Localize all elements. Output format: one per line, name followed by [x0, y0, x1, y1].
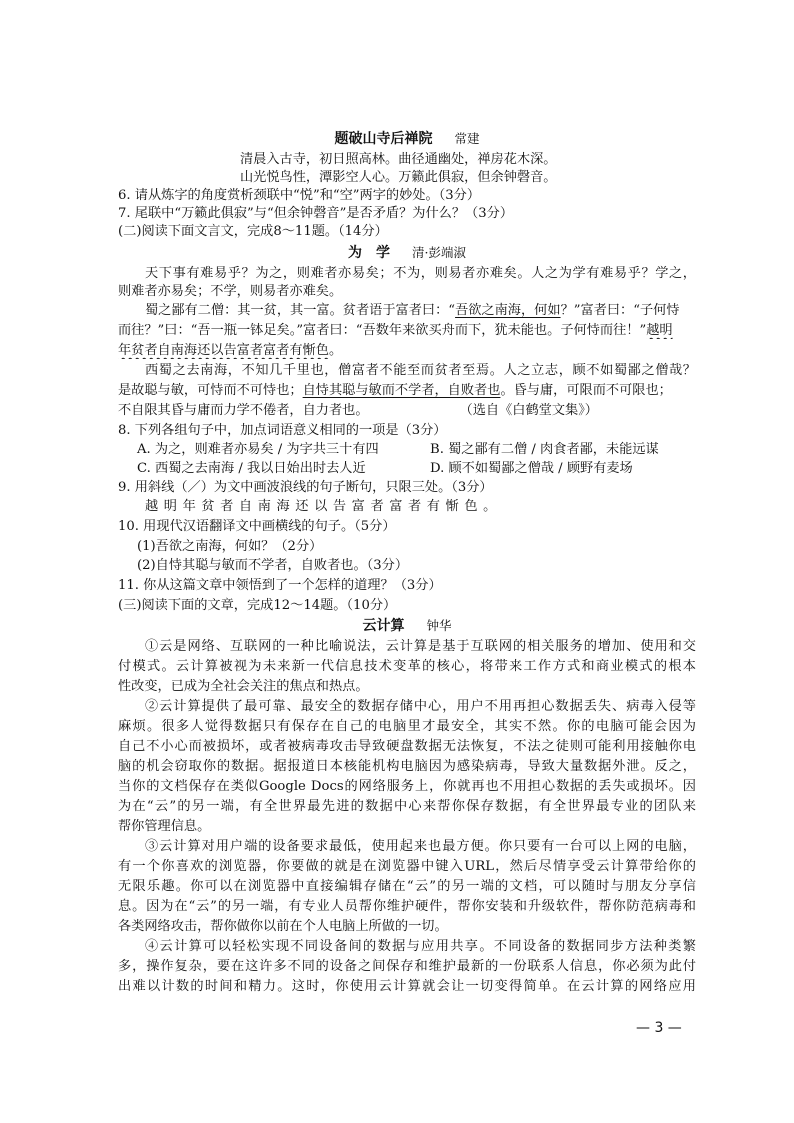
article-line: 多，操作复杂，要在这许多不同的设备之间保存和维护最新的一份联系人信息，你必须为此付	[118, 959, 696, 974]
article-line: 麻烦。很多人觉得数据只有保存在自己的电脑里才最安全，其实不然。你的电脑可能会因为	[118, 719, 696, 734]
wenyan-p3-line1: 西蜀之去南海，不知几千里也，僧富者不能至而贫者至焉。人之立志，顾不如蜀鄙之僧哉？	[145, 363, 696, 378]
poem-title: 题破山寺后禅院	[334, 131, 433, 147]
article-title-line	[118, 617, 696, 635]
wenyan-p1-line1: 天下事有难易乎？为之，则难者亦易矣；不为，则易者亦难矣。人之为学有难易乎？学之，	[145, 266, 696, 281]
poem-line-2: 山光悦鸟性，潭影空人心。万籁此俱寂，但余钟磬音。	[240, 170, 557, 185]
article-line: 无限乐趣。你可以在浏览器中直接编辑存储在“云”的另一端的文档，可以随时与朋友分享信	[118, 879, 696, 894]
wenyan-p2c-end: 。	[329, 343, 343, 358]
question-8-option-d: D. 顾不如蜀鄙之僧哉 / 顾野有麦场	[430, 461, 633, 476]
wenyan-p3-line2	[118, 382, 696, 399]
wenyan-p3b-start: 是故聪与敏，可恃而不可恃也；	[118, 383, 303, 398]
article-line: 各类网络攻击，帮你做你以前在个人电脑上所做的一切。	[118, 919, 448, 934]
article-line: 帮你管理信息。	[118, 819, 211, 834]
article-author: 钟华	[426, 618, 452, 633]
question-9-stem: 9. 用斜线（／）为文中画波浪线的句子断句，只限三处。（3分）	[118, 480, 493, 495]
article-line: ③云计算对用户端的设备要求最低，使用起来也最方便。你只要有一台可以上网的电脑，	[145, 839, 696, 854]
article-title: 云计算	[362, 618, 405, 634]
question-6: 6. 请从炼字的角度赏析颈联中“悦”和“空”两字的妙处。（3分）	[118, 188, 481, 203]
article-line: 性改变，已成为全社会关注的焦点和热点。	[118, 679, 369, 694]
question-8-option-b: B. 蜀之鄙有二僧 / 肉食者鄙，未能远谋	[430, 442, 659, 457]
wenyan-source: （选自《白鹤堂文集》）	[459, 403, 598, 418]
article-line: 有一个你喜欢的浏览器，你要做的就是在浏览器中键入URL，然后尽情享受云计算带给你的	[118, 859, 696, 874]
wenyan-p3-line3	[118, 402, 696, 419]
article-line: 自己不小心而被损坏，或者被病毒攻击导致硬盘数据无法恢复，不法之徒则可能利用接触你电	[118, 739, 696, 754]
question-8-option-c: C. 西蜀之去南海 / 我以日始出时去人近	[137, 461, 366, 476]
section-3-heading: (三)阅读下面的文章，完成12～14题。（10分）	[118, 598, 397, 613]
question-8-stem: 8. 下列各组句子中，加点词语意义相同的一项是（3分）	[118, 423, 447, 438]
wenyan-p2-line1	[145, 302, 696, 319]
article-line: 脑的机会窃取你的数据。据报道日本核能机构电脑因为感染病毒，导致大量数据外泄。反之，	[118, 759, 696, 774]
wenyan-title: 为 学	[348, 245, 390, 261]
poem-author: 常建	[454, 131, 480, 146]
wenyan-p2b-text: 而往？”曰：“吾一瓶一钵足矣。”富者曰：“吾数年来欲买舟而下，犹未能也。子何恃而往！”	[118, 323, 647, 338]
question-9-sentence: 越明年贫者自南海还以告富者富者有惭色。	[145, 499, 502, 514]
wenyan-p3b-end: 。昏与庸，可限而不可限也；	[500, 383, 672, 398]
wenyan-p1-line2: 则难者亦易矣；不学，则易者亦难矣。	[118, 284, 343, 299]
article-line: ①云是网络、互联网的一种比喻说法，云计算是基于互联网的相关服务的增加、使用和交	[145, 639, 696, 654]
wenyan-p2-line2	[118, 322, 696, 339]
article-line: 出难以计数的时间和精力。这时，你使用云计算就会让一切变得简单。在云计算的网络应用	[118, 979, 696, 994]
question-7: 7. 尾联中“万籁此俱寂”与“但余钟磬音”是否矛盾？为什么？（3分）	[118, 206, 514, 221]
underlined-sentence-1: 吾欲之南海，何如	[455, 303, 561, 318]
page-number: — 3 —	[636, 1020, 682, 1036]
article-line: 为在“云”的另一端，有全世界最先进的数据中心来帮你保存数据，有全世界最专业的团队来	[118, 799, 696, 814]
wavy-sentence-start: 越明	[646, 323, 673, 338]
question-11: 11. 你从这篇文章中领悟到了一个怎样的道理？（3分）	[118, 578, 442, 593]
article-line: ④云计算可以轻松实现不同设备间的数据与应用共享。不同设备的数据同步方法种类繁	[145, 939, 696, 954]
question-10-item-2: (2)自恃其聪与敏而不学者，自败者也。（3分）	[137, 558, 409, 573]
section-2-heading: (二)阅读下面文言文，完成8～11题。（14分）	[118, 224, 388, 239]
wenyan-author: 清·彭端淑	[412, 245, 466, 260]
poem-line-1: 清晨入古寺，初日照高林。曲径通幽处，禅房花木深。	[240, 152, 557, 167]
question-10-stem: 10. 用现代汉语翻译文中画横线的句子。（5分）	[118, 519, 396, 534]
article-line: 当你的文档保存在类似Google Docs的网络服务上，你就再也不用担心数据的丢失或损坏。因	[118, 779, 696, 794]
article-line: 息。因为在“云”的另一端，有专业人员帮你维护硬件，帮你安装和升级软件，帮你防范病毒和	[118, 899, 696, 914]
wenyan-p2-text-end: ？”富者曰：“子何恃	[560, 303, 680, 318]
wenyan-p3c-text: 不自限其昏与庸而力学不倦者，自力者也。	[118, 403, 369, 418]
article-line: 付模式。云计算被视为未来新一代信息技术变革的核心，将带来工作方式和商业模式的根本	[118, 659, 696, 674]
wenyan-title-line	[118, 244, 696, 262]
underlined-sentence-2: 自恃其聪与敏而不学者，自败者也	[302, 383, 501, 398]
wavy-sentence: 年贫者自南海还以告富者富者有惭色	[118, 343, 329, 358]
question-10-item-1: (1)吾欲之南海，何如？（2分）	[137, 539, 323, 554]
question-8-option-a: A. 为之，则难者亦易矣 / 为字共三十有四	[137, 442, 379, 457]
poem-title-line	[118, 130, 696, 148]
wenyan-p2-line3	[118, 342, 696, 359]
wenyan-p2-text: 蜀之鄙有二僧：其一贫，其一富。贫者语于富者曰：“	[145, 303, 456, 318]
article-line: ②云计算提供了最可靠、最安全的数据存储中心，用户不用再担心数据丢失、病毒入侵等	[145, 699, 696, 714]
